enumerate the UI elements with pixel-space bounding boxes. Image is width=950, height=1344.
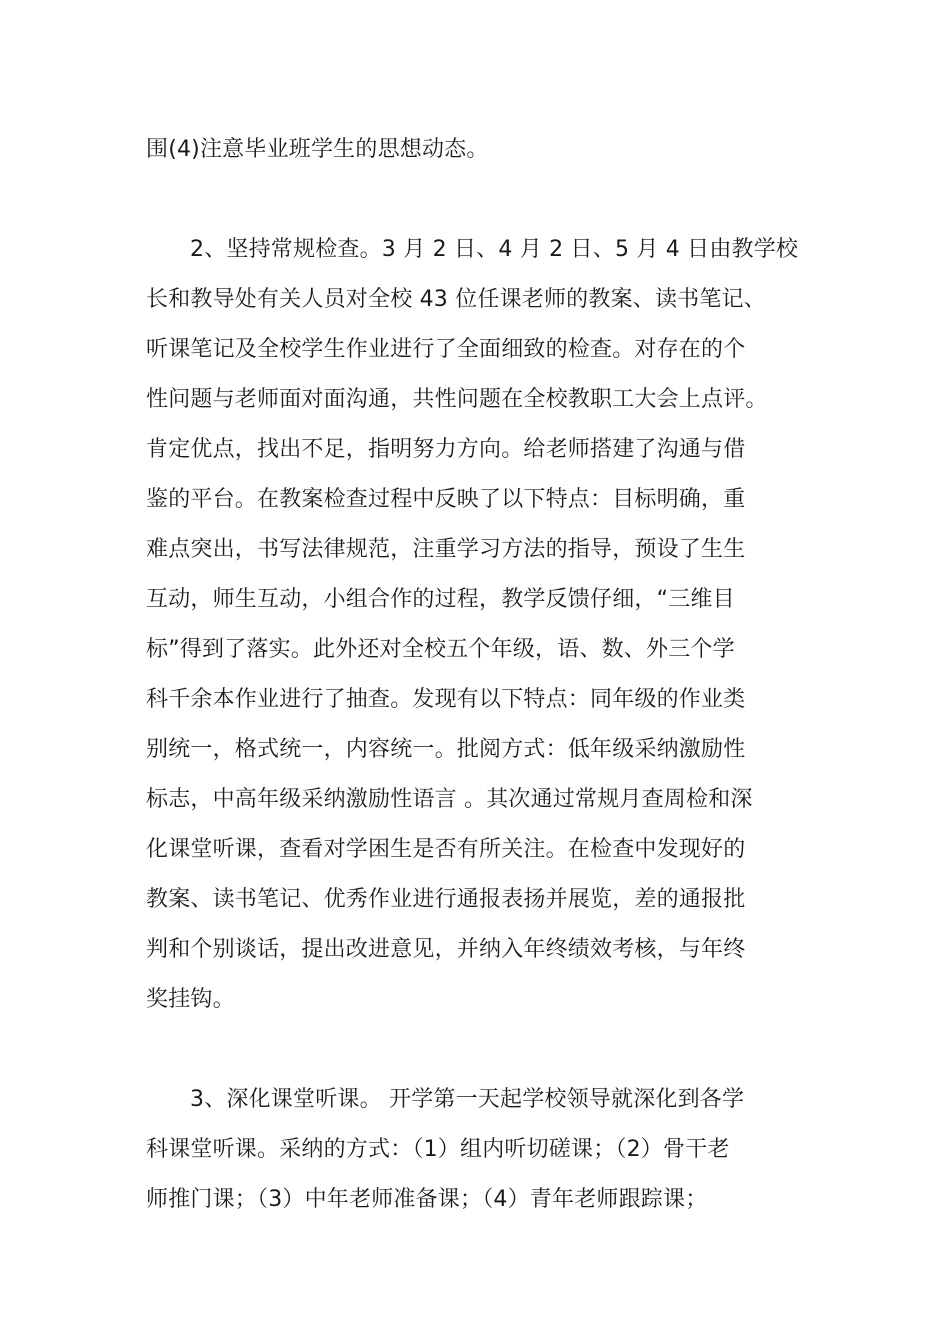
- paragraph-2-line-4: 性问题与老师面对面沟通，共性问题在全校教职工大会上点评。: [146, 387, 768, 412]
- paragraph-2-line-15: 判和个别谈话，提出改进意见，并纳入年终绩效考核，与年终: [146, 937, 746, 962]
- paragraph-2-line-14: 教案、读书笔记、优秀作业进行通报表扬并展览，差的通报批: [146, 887, 746, 912]
- paragraph-2-line-6: 鉴的平台。在教案检查过程中反映了以下特点：目标明确，重: [146, 487, 746, 512]
- paragraph-2-line-1: 2、坚持常规检查。3 月 2 日、4 月 2 日、5 月 4 日由教学校: [190, 237, 799, 262]
- paragraph-2-line-2: 长和教导处有关人员对全校 43 位任课老师的教案、读书笔记、: [146, 287, 766, 312]
- paragraph-3-line-3: 师推门课；（3）中年老师准备课；（4）青年老师跟踪课；: [146, 1187, 708, 1212]
- paragraph-2-line-16: 奖挂钩。: [146, 987, 235, 1012]
- paragraph-2-line-5: 肯定优点，找出不足，指明努力方向。给老师搭建了沟通与借: [146, 437, 746, 462]
- paragraph-2-line-13: 化课堂听课，查看对学困生是否有所关注。在检查中发现好的: [146, 837, 746, 862]
- paragraph-2-line-3: 听课笔记及全校学生作业进行了全面细致的检查。对存在的个: [146, 337, 746, 362]
- paragraph-2-line-8: 互动，师生互动，小组合作的过程，教学反馈仔细，“三维目: [146, 587, 735, 612]
- paragraph-2-line-12: 标志，中高年级采纳激励性语言 。其次通过常规月查周检和深: [146, 787, 753, 812]
- paragraph-3-line-1: 3、深化课堂听课。 开学第一天起学校领导就深化到各学: [190, 1087, 745, 1112]
- paragraph-2-line-9: 标”得到了落实。此外还对全校五个年级，语、数、外三个学: [146, 637, 735, 662]
- paragraph-2-line-11: 别统一，格式统一，内容统一。批阅方式：低年级采纳激励性: [146, 737, 746, 762]
- paragraph-1-line-1: 围(4)注意毕业班学生的思想动态。: [146, 137, 489, 162]
- paragraph-3-line-2: 科课堂听课。采纳的方式：（1）组内听切磋课；（2）骨干老: [146, 1137, 730, 1162]
- paragraph-2-line-10: 科千余本作业进行了抽查。发现有以下特点：同年级的作业类: [146, 687, 746, 712]
- paragraph-2-line-7: 难点突出，书写法律规范，注重学习方法的指导，预设了生生: [146, 537, 746, 562]
